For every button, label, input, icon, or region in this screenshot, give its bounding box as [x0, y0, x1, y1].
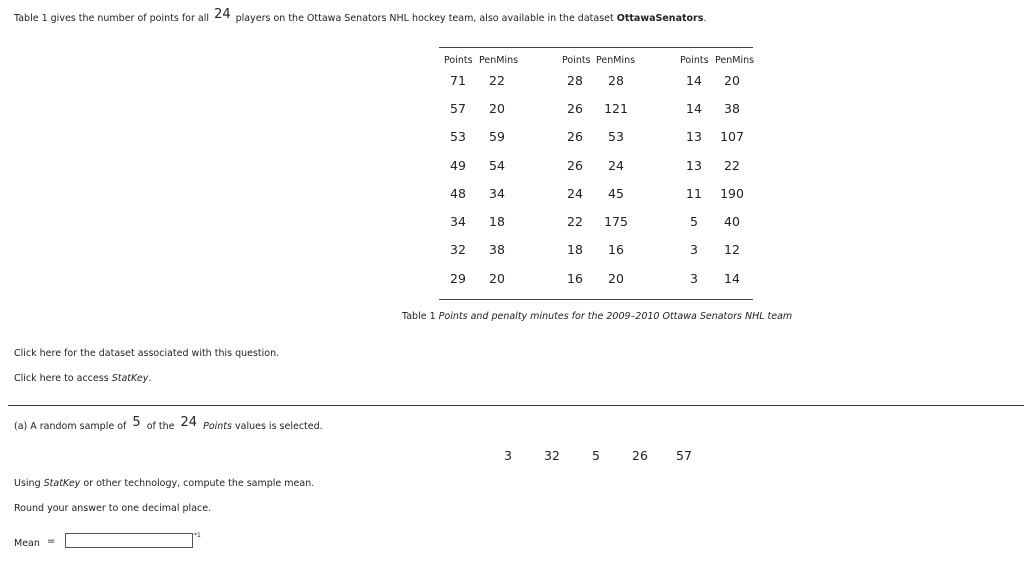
- points-cell: 16: [567, 271, 583, 286]
- penmins-cell: 24: [608, 158, 624, 173]
- statkey-link-suffix: .: [148, 373, 152, 384]
- sample-value: 5: [592, 448, 600, 463]
- penmins-cell: 38: [489, 242, 505, 257]
- population-size: 24: [180, 415, 198, 430]
- intro-prefix: Table 1 gives the number of points for all: [14, 13, 210, 24]
- penmins-cell: 20: [489, 101, 505, 116]
- points-cell: 32: [450, 242, 466, 257]
- penmins-cell: 14: [724, 271, 740, 286]
- variable-name: Points: [203, 421, 232, 432]
- compute-prefix: Using: [14, 478, 41, 489]
- question-a-prefix: (a) A random sample of: [14, 421, 127, 432]
- penmins-cell: 18: [489, 214, 505, 229]
- penmins-cell: 40: [724, 214, 740, 229]
- round-instruction: Round your answer to one decimal place.: [14, 503, 212, 514]
- penmins-header: PenMins: [479, 55, 519, 66]
- points-cell: 34: [450, 214, 466, 229]
- section-divider: [8, 405, 1024, 406]
- points-cell: 29: [450, 271, 466, 286]
- mean-label: Mean: [14, 538, 40, 549]
- points-cell: 14: [686, 73, 702, 88]
- points-cell: 14: [686, 101, 702, 116]
- points-cell: 11: [686, 186, 702, 201]
- sample-value: 3: [504, 448, 512, 463]
- dataset-name: OttawaSenators: [616, 13, 704, 24]
- penmins-cell: 175: [604, 214, 628, 229]
- points-cell: 13: [686, 129, 702, 144]
- compute-suffix: or other technology, compute the sample mean.: [83, 478, 315, 489]
- points-cell: 71: [450, 73, 466, 88]
- points-header: Points: [680, 55, 709, 66]
- question-a: [14, 415, 323, 433]
- statkey-link-prefix: Click here to access: [14, 373, 109, 384]
- points-cell: 13: [686, 158, 702, 173]
- penmins-cell: 20: [608, 271, 624, 286]
- points-cell: 53: [450, 129, 466, 144]
- penmins-header: PenMins: [715, 55, 755, 66]
- intro-middle: players on the Ottawa Senators NHL hockey team, also available in the dataset: [235, 13, 614, 24]
- caption-label: Table 1: [402, 311, 436, 322]
- dataset-link[interactable]: Click here for the dataset associated with this question.: [14, 348, 280, 359]
- points-cell: 26: [567, 158, 583, 173]
- points-cell: 18: [567, 242, 583, 257]
- answer-marker: *1: [194, 532, 201, 539]
- penmins-cell: 121: [604, 101, 628, 116]
- penmins-cell: 54: [489, 158, 505, 173]
- statkey-link[interactable]: [14, 373, 151, 384]
- sample-value: 57: [676, 448, 692, 463]
- points-cell: 26: [567, 101, 583, 116]
- penmins-cell: 12: [724, 242, 740, 257]
- points-cell: 22: [567, 214, 583, 229]
- points-cell: 57: [450, 101, 466, 116]
- penmins-cell: 20: [724, 73, 740, 88]
- intro-text: [14, 7, 707, 25]
- points-cell: 3: [690, 271, 698, 286]
- points-cell: 24: [567, 186, 583, 201]
- sample-value: 26: [632, 448, 648, 463]
- points-cell: 49: [450, 158, 466, 173]
- penmins-cell: 107: [720, 129, 744, 144]
- penmins-cell: 53: [608, 129, 624, 144]
- penmins-cell: 20: [489, 271, 505, 286]
- penmins-cell: 59: [489, 129, 505, 144]
- penmins-cell: 16: [608, 242, 624, 257]
- points-cell: 3: [690, 242, 698, 257]
- sample-value: 32: [544, 448, 560, 463]
- player-count: 24: [214, 7, 231, 22]
- mean-input[interactable]: [65, 533, 193, 548]
- data-table: [439, 47, 753, 300]
- intro-suffix: .: [703, 13, 707, 24]
- question-a-suffix: values is selected.: [235, 421, 323, 432]
- sample-size: 5: [132, 415, 141, 430]
- points-header: Points: [444, 55, 473, 66]
- points-cell: 26: [567, 129, 583, 144]
- penmins-cell: 45: [608, 186, 624, 201]
- penmins-header: PenMins: [596, 55, 636, 66]
- caption-text: Points and penalty minutes for the 2009–2010 Ottawa Senators NHL team: [438, 311, 793, 322]
- compute-tool: StatKey: [43, 478, 81, 489]
- equals-sign: =: [47, 536, 56, 547]
- penmins-cell: 22: [724, 158, 740, 173]
- penmins-cell: 34: [489, 186, 505, 201]
- points-cell: 5: [690, 214, 698, 229]
- points-cell: 28: [567, 73, 583, 88]
- statkey-link-name: StatKey: [111, 373, 149, 384]
- points-header: Points: [562, 55, 591, 66]
- penmins-cell: 190: [720, 186, 744, 201]
- penmins-cell: 28: [608, 73, 624, 88]
- penmins-cell: 38: [724, 101, 740, 116]
- compute-instruction: [14, 478, 314, 489]
- points-cell: 48: [450, 186, 466, 201]
- question-a-middle: of the: [146, 421, 175, 432]
- table-caption: [402, 311, 792, 322]
- penmins-cell: 22: [489, 73, 505, 88]
